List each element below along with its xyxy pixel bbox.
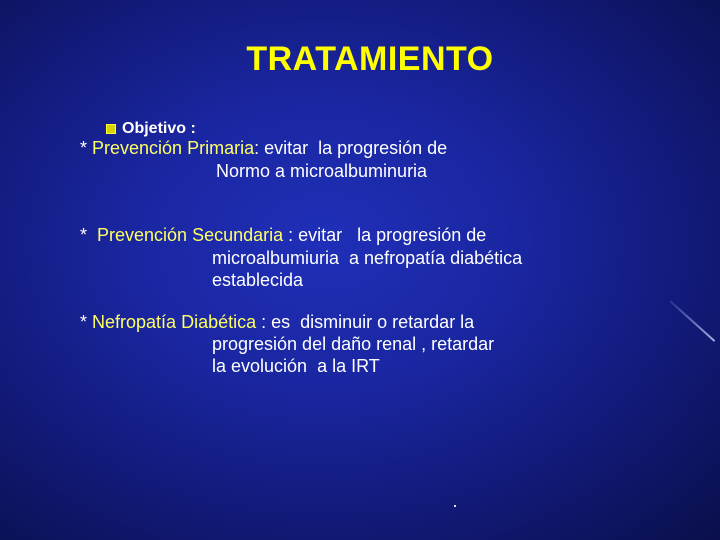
footer-mark: [454, 505, 456, 507]
asterisk-bullet: *: [80, 225, 98, 245]
decorative-streak: [669, 300, 715, 342]
asterisk-bullet: *: [80, 138, 93, 158]
section-secundaria-text: : evitar la progresión de: [283, 225, 487, 245]
section-nefropatia-line: progresión del daño renal , retardar: [212, 334, 495, 354]
section-secundaria-line: establecida: [212, 270, 304, 290]
section-secundaria-line: microalbumiuria a nefropatía diabética: [212, 248, 523, 268]
checkbox-bullet-icon: [106, 124, 116, 134]
section-primaria-heading: [80, 138, 447, 159]
section-secundaria-label: Prevención Secundaria: [97, 225, 284, 245]
section-secundaria-heading: [80, 225, 486, 246]
section-nefropatia-heading: [80, 312, 474, 333]
slide-title: TRATAMIENTO: [246, 40, 494, 78]
section-nefropatia-label: Nefropatía Diabética: [92, 312, 257, 332]
section-primaria-label: Prevención Primaria: [92, 138, 255, 158]
section-primaria-text: : evitar la progresión de: [254, 138, 448, 158]
asterisk-bullet: *: [80, 312, 93, 332]
section-nefropatia-line: la evolución a la IRT: [212, 356, 380, 376]
section-primaria-line: Normo a microalbuminuria: [216, 161, 428, 181]
objetivo-label: Objetivo :: [122, 120, 196, 137]
objetivo-item: [106, 120, 196, 138]
section-nefropatia-text: : es disminuir o retardar la: [256, 312, 475, 332]
